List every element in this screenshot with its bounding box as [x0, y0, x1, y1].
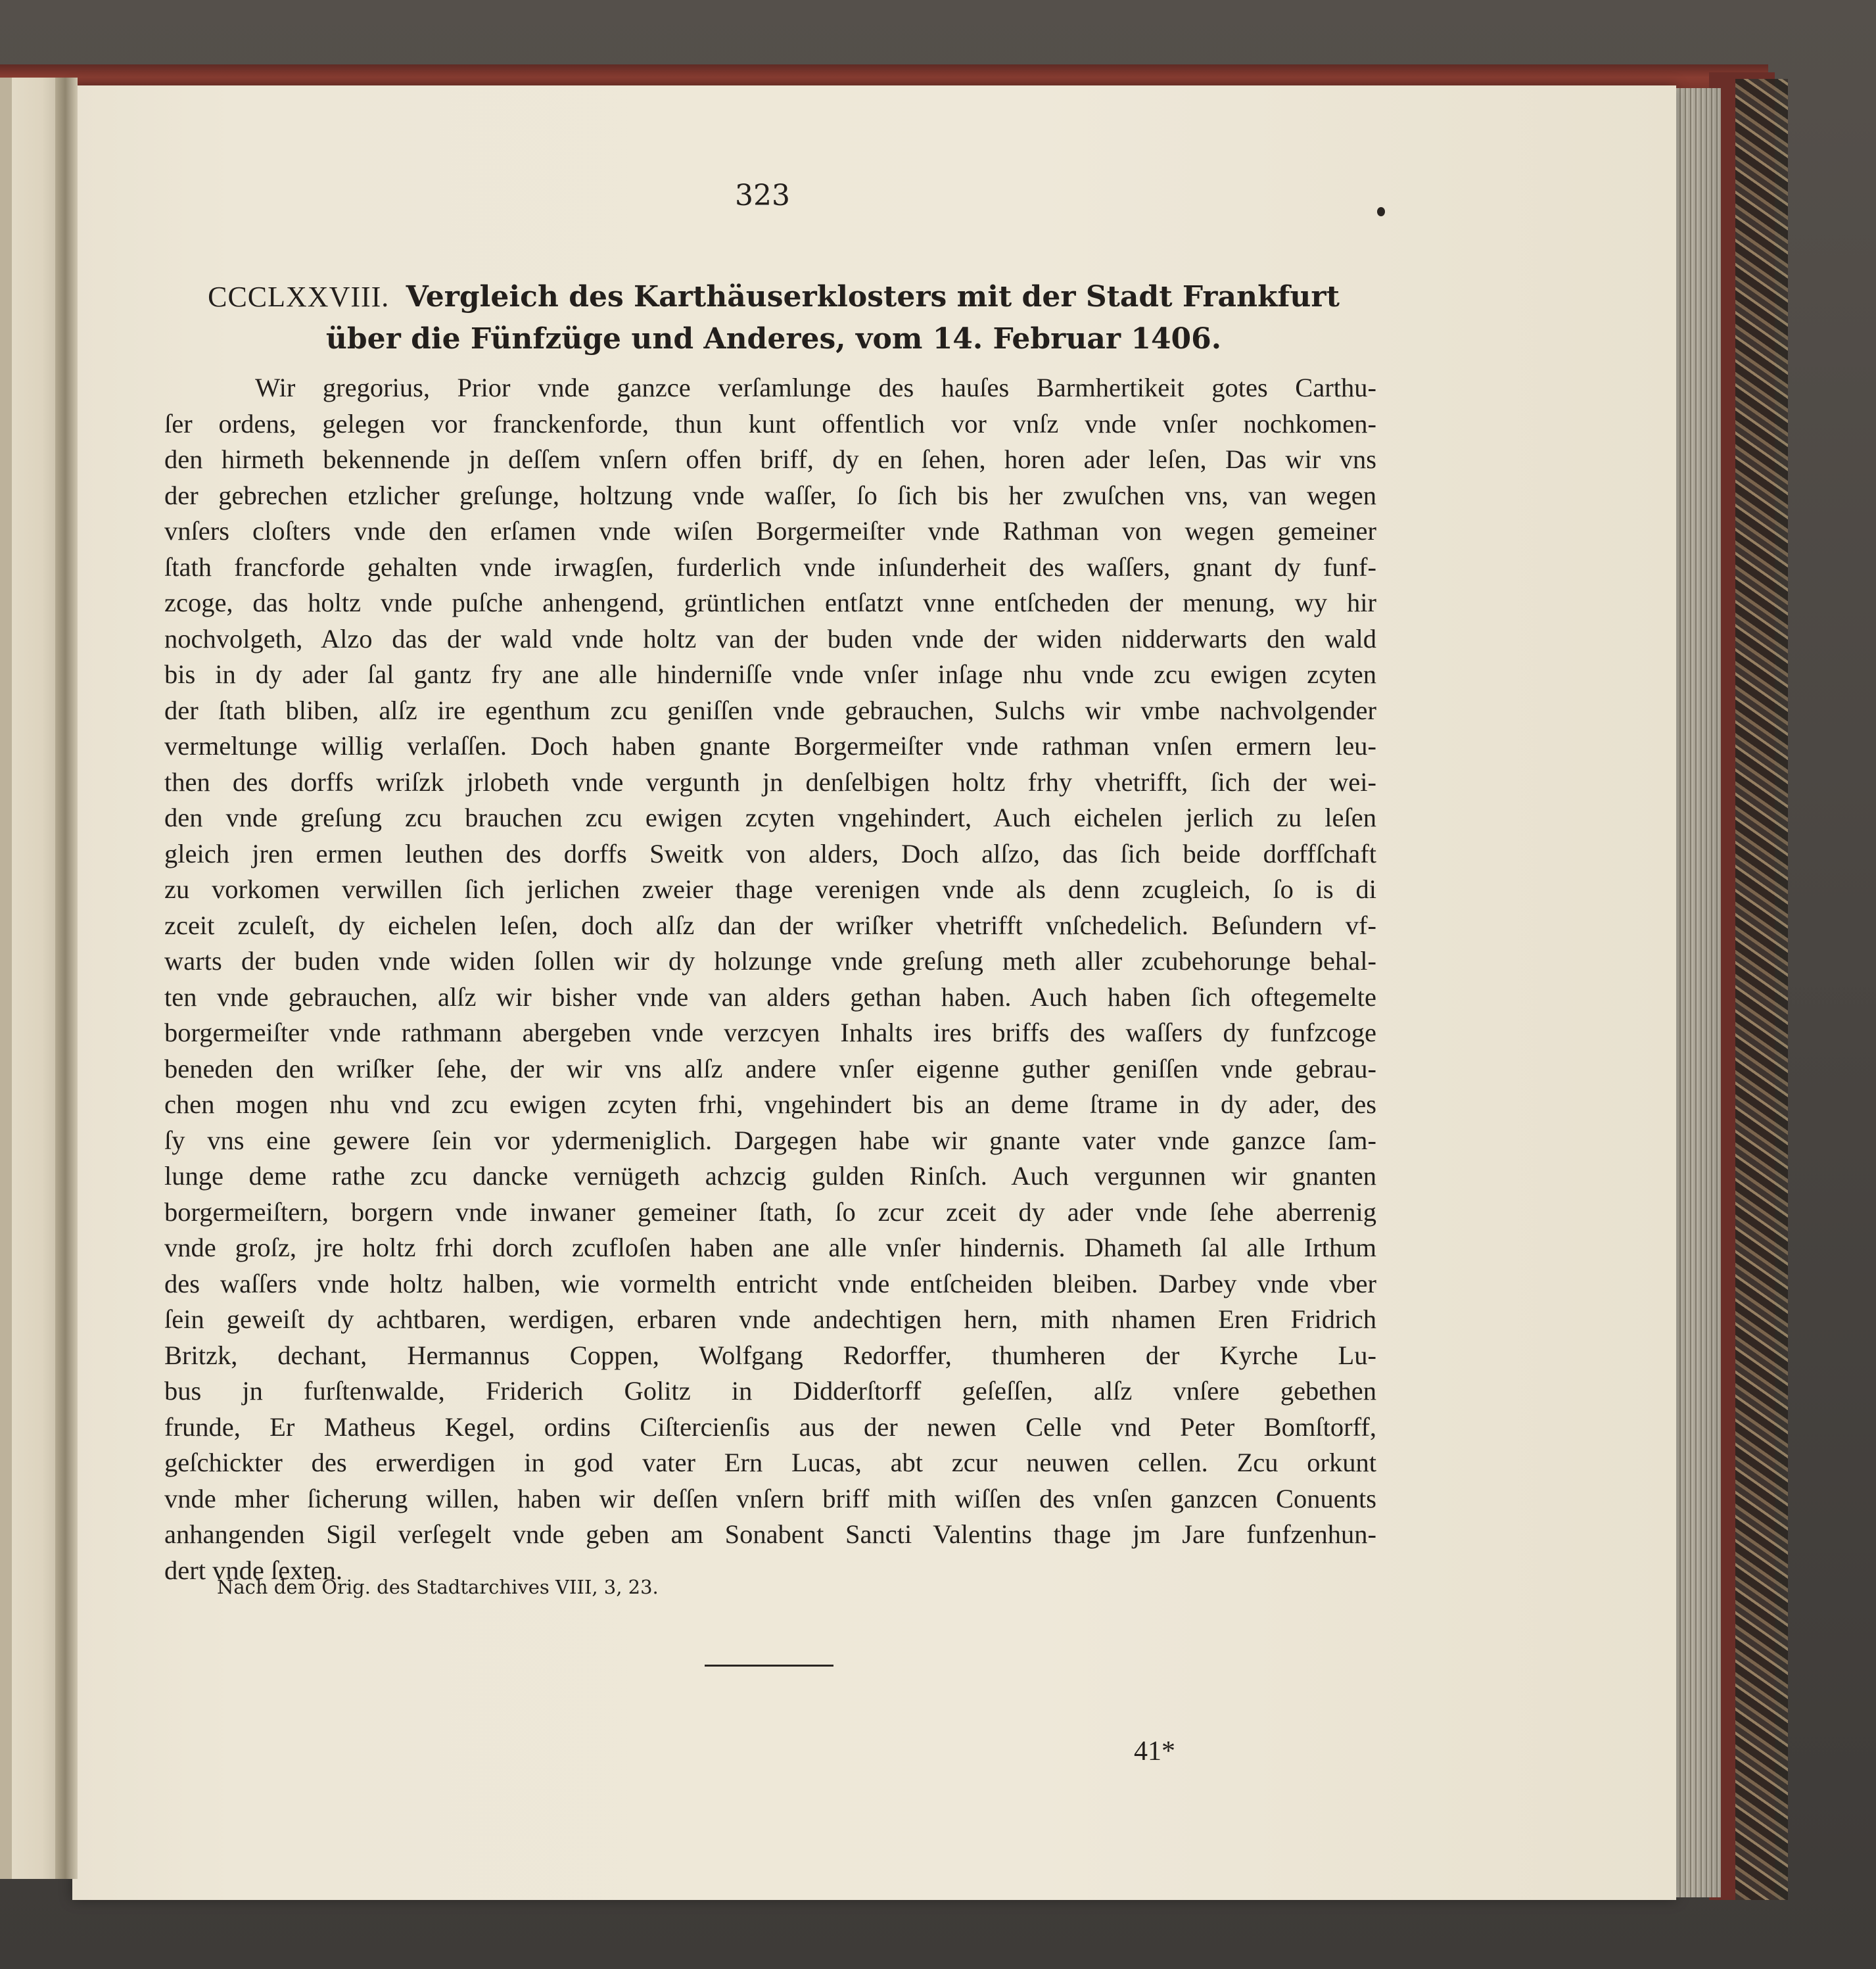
book-gutter: [55, 78, 78, 1879]
body-line: den hirmeth bekennende jn deſſem vnſern offen briff, dy en ſehen, horen ader leſen, Das wir vns: [164, 444, 1376, 474]
document-title: Vergleich des Karthäuserklosters mit der Stadt Frankfurt über die Fünfzüge und Anderes, vom 14. Februar 1406.: [325, 280, 1340, 356]
body-line: ſein geweiſt dy achtbaren, werdigen, erbaren vnde andechtigen hern, mith nhamen Eren Fridrich: [164, 1304, 1376, 1334]
source-note: Nach dem Orig. des Stadtarchives VIII, 3, 23.: [217, 1576, 659, 1598]
body-line: then des dorffs wriſzk jrlobeth vnde vergunth jn denſelbigen holtz frhy vhetrifft, ſich der wei-: [164, 767, 1376, 797]
body-line: lunge deme rathe zcu dancke vernügeth achzcig gulden Rinſch. Auch vergunnen wir gnanten: [164, 1161, 1376, 1191]
body-line: Wir gregorius, Prior vnde ganzce verſamlunge des hauſes Barmhertikeit gotes Carthu-: [255, 373, 1376, 402]
body-line: chen mogen nhu vnd zcu ewigen zcyten frhi, vngehindert bis an deme ſtrame in dy ader, des: [164, 1089, 1376, 1119]
body-line: vnde groſz, jre holtz frhi dorch zcufloſen haben ane alle vnſer hindernis. Dhameth ſal alle Irthum: [164, 1233, 1376, 1262]
body-line: ſtath francforde gehalten vnde irwagſen, furderlich vnde inſunderheit des waſſers, gnant dy funf-: [164, 552, 1376, 582]
body-line: anhangenden Sigil verſegelt vnde geben am Sonabent Sancti Valentins thage jm Jare funfzenhun-: [164, 1519, 1376, 1549]
body-line: geſchickter des erwerdigen in god vater Ern Lucas, abt zcur neuwen cellen. Zcu orkunt: [164, 1448, 1376, 1477]
body-line: ſer ordens, gelegen vor franckenforde, thun kunt offentlich vor vnſz vnde vnſer nochkomen-: [164, 408, 1376, 439]
body-line: borgermeiſtern, borgern vnde inwaner gemeiner ſtath, ſo zcur zceit dy ader vnde ſehe aberrenig: [164, 1197, 1376, 1227]
section-divider: [705, 1665, 833, 1667]
body-line: zu vorkomen verwillen ſich jerlichen zweier thage verenigen vnde als denn zcugleich, ſo is di: [164, 874, 1376, 904]
marbled-cover-edge: [1735, 79, 1788, 1900]
body-line: den vnde greſung zcu brauchen zcu ewigen zcyten vngehindert, Auch eichelen jerlich zu leſen: [164, 803, 1376, 832]
body-line: ſy vns eine gewere ſein vor ydermeniglich. Dargegen habe wir gnante vater vnde ganzce ſam-: [164, 1125, 1376, 1155]
body-line: vnde mher ſicherung willen, haben wir deſſen vnſern briff mith wiſſen des vnſen ganzcen Conuents: [164, 1483, 1376, 1513]
body-line: der gebrechen etzlicher greſunge, holtzung vnde waſſer, ſo ſich bis her zwuſchen vns, van wegen: [164, 480, 1376, 510]
body-line: bus jn furſtenwalde, Friderich Golitz in Didderſtorff geſeſſen, alſz vnſere gebethen: [164, 1376, 1376, 1406]
body-line: zcoge, das holtz vnde puſche anhengend, grüntlichen entſatzt vnne entſcheden der menung, wy hir: [164, 588, 1376, 617]
document-numeral: CCCLXXVIII.: [208, 281, 390, 313]
body-line: beneden den wriſker ſehe, der wir vns alſz andere vnſer eigenne guther geniſſen vnde gebrau-: [164, 1053, 1376, 1083]
body-line: gleich jren ermen leuthen des dorffs Sweitk von alders, Doch alſzo, das ſich beide dorffſchaft: [164, 838, 1376, 868]
body-line: borgermeiſter vnde rathmann abergeben vnde verzcyen Inhalts ires briffs des waſſers dy funfzcoge: [164, 1018, 1376, 1047]
page-number: 323: [735, 179, 790, 212]
document-heading: [172, 276, 1375, 360]
left-page-edge: [0, 78, 12, 1879]
body-line: vermeltunge willig verlaſſen. Doch haben gnante Borgermeiſter vnde rathman vnſen ermern leu-: [164, 731, 1376, 761]
body-line: nochvolgeth, Alzo das der wald vnde holtz van der buden vnde der widen nidderwarts den wald: [164, 623, 1376, 653]
body-line: vnſers cloſters vnde den erſamen vnde wiſen Borgermeiſter vnde Rathman von wegen gemeiner: [164, 516, 1376, 546]
body-line: des waſſers vnde holtz halben, wie vormelth entricht vnde entſcheiden bleiben. Darbey vnde vber: [164, 1268, 1376, 1298]
body-line: dert vnde ſexten.: [164, 1555, 343, 1585]
body-line: zceit zculeſt, dy eichelen leſen, doch alſz dan der wriſker vhetrifft vnſchedelich. Beſundern vf-: [164, 910, 1376, 940]
body-line: der ſtath bliben, alſz ire egenthum zcu geniſſen vnde gebrauchen, Sulchs wir vmbe nachvolgender: [164, 695, 1376, 725]
document-body: [164, 370, 1376, 1588]
body-line: ten vnde gebrauchen, alſz wir bisher vnde van alders gethan haben. Auch haben ſich oftegemelte: [164, 982, 1376, 1012]
body-line: bis in dy ader ſal gantz fry ane alle hinderniſſe vnde vnſer inſage nhu vnde zcu ewigen zcyten: [164, 659, 1376, 689]
signature-mark: 41*: [1134, 1736, 1175, 1767]
body-line: warts der buden vnde widen ſollen wir dy holzunge vnde greſung meth aller zcubehorunge behal-: [164, 946, 1376, 976]
body-line: Britzk, dechant, Hermannus Coppen, Wolfgang Redorffer, thumheren der Kyrche Lu-: [164, 1340, 1376, 1370]
body-line: frunde, Er Matheus Kegel, ordins Ciſtercienſis aus der newen Celle vnd Peter Bomſtorff,: [164, 1412, 1376, 1442]
ink-dot-mark: [1377, 207, 1385, 216]
